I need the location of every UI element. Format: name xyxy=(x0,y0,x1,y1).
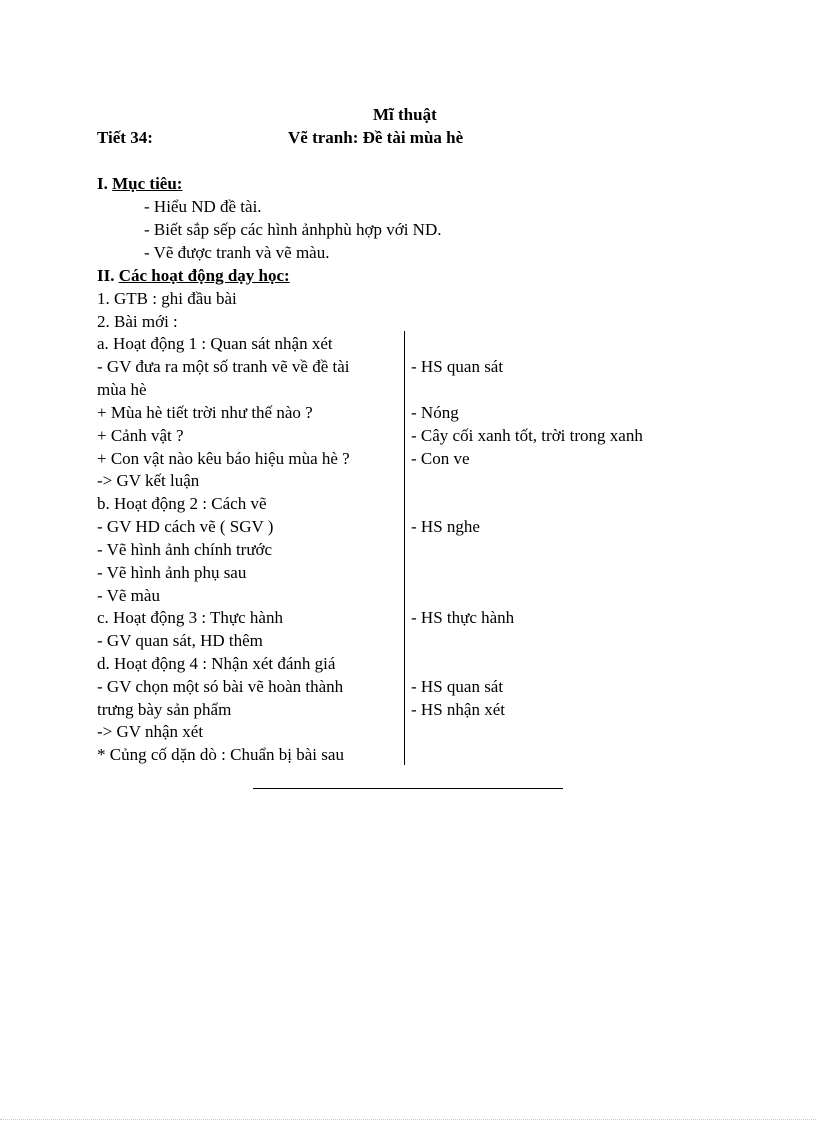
activities-heading-text: Các hoạt động dạy học: xyxy=(118,266,290,285)
objective-item: - Hiểu ND đề tài. xyxy=(144,197,262,216)
teacher-activity-line: b. Hoạt động 2 : Cách vẽ xyxy=(97,494,267,513)
objective-item: - Biết sắp sếp các hình ảnhphù hợp với ND. xyxy=(144,220,442,239)
teacher-activity-line: - Vẽ màu xyxy=(97,586,160,605)
teacher-activity-line: a. Hoạt động 1 : Quan sát nhận xét xyxy=(97,334,333,353)
teacher-activity-line: + Cảnh vật ? xyxy=(97,426,184,445)
teacher-activity-line: + Mùa hè tiết trời như thế nào ? xyxy=(97,403,313,422)
teacher-activity-line: - Vẽ hình ảnh phụ sau xyxy=(97,563,247,582)
student-activity-line: - Nóng xyxy=(411,403,459,422)
subject-title: Mĩ thuật xyxy=(373,105,437,124)
teacher-activity-line: * Củng cố dặn dò : Chuẩn bị bài sau xyxy=(97,745,344,764)
teacher-activity-line: - Vẽ hình ảnh chính trước xyxy=(97,540,273,559)
activities-heading-number: II. xyxy=(97,266,119,285)
column-divider xyxy=(404,331,405,765)
intro-line: 1. GTB : ghi đầu bài xyxy=(97,289,237,308)
teacher-activity-line: c. Hoạt động 3 : Thực hành xyxy=(97,608,283,627)
activities-heading xyxy=(97,265,290,287)
intro-line: 2. Bài mới : xyxy=(97,312,178,331)
student-activity-line: - HS nghe xyxy=(411,517,480,536)
end-rule xyxy=(253,788,563,789)
student-activity-line: - Con ve xyxy=(411,449,470,468)
teacher-activity-line: - GV đưa ra một số tranh vẽ về đề tài xyxy=(97,357,350,376)
teacher-activity-line: mùa hè xyxy=(97,380,147,399)
teacher-activity-line: d. Hoạt động 4 : Nhận xét đánh giá xyxy=(97,654,336,673)
teacher-activity-line: trưng bày sản phẩm xyxy=(97,700,232,719)
student-activity-line: - Cây cối xanh tốt, trời trong xanh xyxy=(411,426,643,445)
objective-item: - Vẽ được tranh và vẽ màu. xyxy=(144,243,330,262)
objectives-heading xyxy=(97,173,182,195)
teacher-activity-line: -> GV nhận xét xyxy=(97,722,204,741)
objectives-heading-text: Mục tiêu: xyxy=(112,174,183,193)
student-activity-line: - HS quan sát xyxy=(411,677,504,696)
teacher-activity-line: - GV chọn một só bài vẽ hoàn thành xyxy=(97,677,344,696)
teacher-activity-line: - GV quan sát, HD thêm xyxy=(97,631,263,650)
teacher-activity-line: + Con vật nào kêu báo hiệu mùa hè ? xyxy=(97,449,350,468)
teacher-activity-line: -> GV kết luận xyxy=(97,471,200,490)
student-activity-line: - HS quan sát xyxy=(411,357,504,376)
student-activity-line: - HS nhận xét xyxy=(411,700,505,719)
objectives-heading-number: I. xyxy=(97,174,113,193)
student-activity-line: - HS thực hành xyxy=(411,608,515,627)
teacher-activity-line: - GV HD cách vẽ ( SGV ) xyxy=(97,517,274,536)
page-bottom-edge xyxy=(0,1119,816,1120)
lesson-topic: Vẽ tranh: Đề tài mùa hè xyxy=(288,128,464,147)
lesson-number: Tiết 34: xyxy=(97,128,153,147)
